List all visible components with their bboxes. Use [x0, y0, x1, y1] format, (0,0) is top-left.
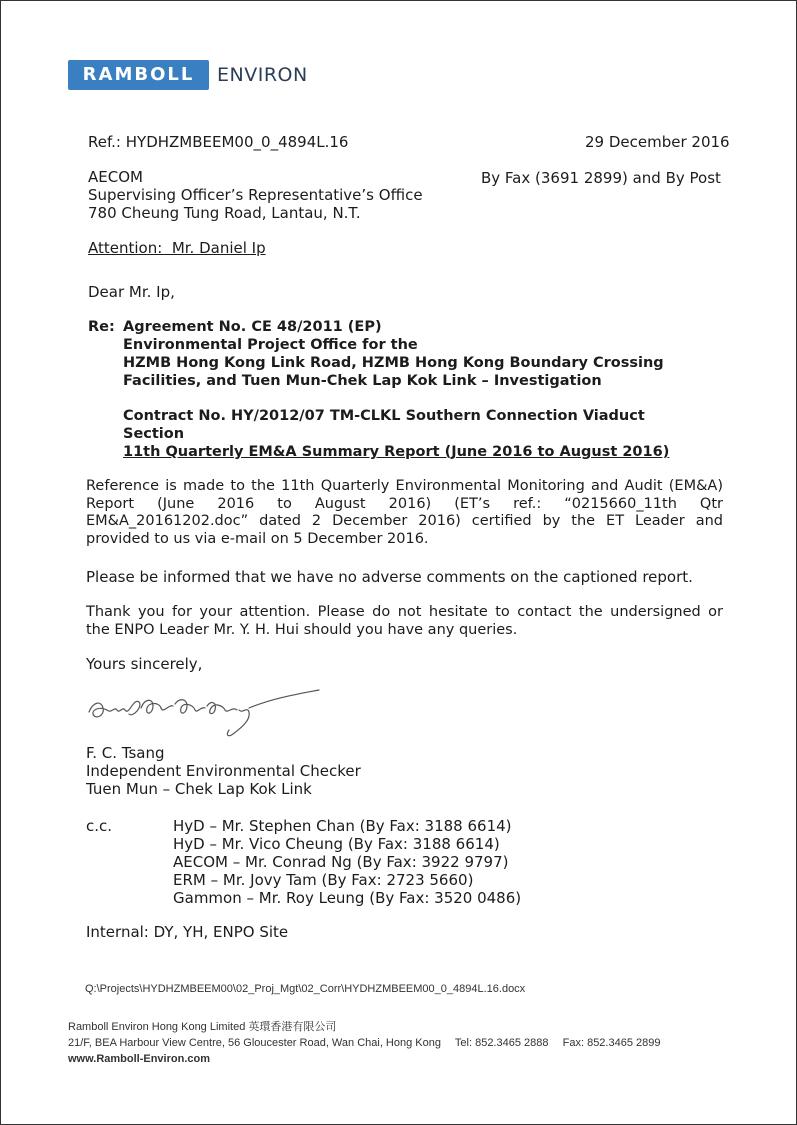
paragraph-reference: [86, 478, 723, 548]
internal-distribution: Internal: DY, YH, ENPO Site: [86, 923, 289, 941]
re-label: Re:: [88, 319, 115, 335]
p1-line-4: provided to us via e-mail on 5 December 2016.: [86, 530, 429, 547]
signatory-title: Independent Environmental Checker: [86, 762, 361, 780]
signatory-name: F. C. Tsang: [86, 744, 165, 762]
cc-entry: HyD – Mr. Stephen Chan (By Fax: 3188 6614): [173, 817, 512, 835]
p1-line-2: Report (June 2016 to August 2016) (ET’s ref.: “0215660_11th Qtr: [86, 495, 723, 512]
file-path: Q:\Projects\HYDHZMBEEM00\02_Proj_Mgt\02_Corr\HYDHZMBEEM00_0_4894L.16.docx: [85, 983, 526, 995]
recipient-org: AECOM: [88, 168, 143, 186]
logo-secondary-text: ENVIRON: [217, 64, 308, 86]
p1-line-1: Reference is made to the 11th Quarterly Environmental Monitoring and Audit (EM&A): [86, 478, 723, 494]
footer-fax: Fax: 852.3465 2899: [562, 1037, 661, 1049]
cc-label: c.c.: [86, 817, 113, 835]
logo-primary-text: RAMBOLL: [82, 64, 195, 85]
report-title: 11th Quarterly EM&A Summary Report (June 2016 to August 2016): [123, 444, 670, 460]
cc-entry: HyD – Mr. Vico Cheung (By Fax: 3188 6614): [173, 835, 500, 853]
footer-address: 21/F, BEA Harbour View Centre, 56 Gloucester Road, Wan Chai, Hong Kong: [68, 1037, 441, 1049]
letter-date: 29 December 2016: [585, 133, 730, 151]
subject-line-4: Facilities, and Tuen Mun-Chek Lap Kok Link – Investigation: [123, 373, 602, 389]
subject-line-3: HZMB Hong Kong Link Road, HZMB Hong Kong Boundary Crossing: [123, 355, 664, 371]
p3-line-1: Thank you for your attention. Please do not hesitate to contact the undersigned or: [86, 604, 723, 620]
closing: Yours sincerely,: [86, 655, 203, 673]
recipient-address: 780 Cheung Tung Road, Lantau, N.T.: [88, 204, 361, 222]
attention-line: Attention: Mr. Daniel Ip: [88, 239, 266, 257]
subject-line-1: Agreement No. CE 48/2011 (EP): [123, 319, 382, 335]
salutation: Dear Mr. Ip,: [88, 283, 175, 301]
paragraph-thanks: [86, 604, 723, 639]
delivery-method: By Fax (3691 2899) and By Post: [481, 169, 721, 187]
footer-company: Ramboll Environ Hong Kong Limited 英環香港有限公司: [68, 1021, 337, 1033]
signatory-project: Tuen Mun – Chek Lap Kok Link: [86, 780, 312, 798]
recipient-office: Supervising Officer’s Representative’s Office: [88, 186, 423, 204]
paragraph-no-comments: Please be informed that we have no adverse comments on the captioned report.: [86, 568, 693, 586]
footer-website: www.Ramboll-Environ.com: [68, 1053, 210, 1065]
footer-tel: Tel: 852.3465 2888: [454, 1037, 549, 1049]
contract-line-1: Contract No. HY/2012/07 TM-CLKL Southern Connection Viaduct: [123, 408, 645, 424]
footer-contact-line: [68, 1035, 692, 1051]
ramboll-logo: [68, 60, 209, 90]
reference-number: Ref.: HYDHZMBEEM00_0_4894L.16: [88, 133, 349, 151]
p3-line-2: the ENPO Leader Mr. Y. H. Hui should you have any queries.: [86, 621, 518, 638]
cc-entry: AECOM – Mr. Conrad Ng (By Fax: 3922 9797): [173, 853, 509, 871]
handwritten-signature: [83, 684, 323, 744]
cc-entry: Gammon – Mr. Roy Leung (By Fax: 3520 0486): [173, 889, 522, 907]
cc-entry: ERM – Mr. Jovy Tam (By Fax: 2723 5660): [173, 871, 474, 889]
contract-line-2: Section: [123, 426, 185, 442]
p1-line-3: EM&A_20161202.doc” dated 2 December 2016) certified by the ET Leader and: [86, 513, 723, 529]
subject-line-2: Environmental Project Office for the: [123, 337, 418, 353]
